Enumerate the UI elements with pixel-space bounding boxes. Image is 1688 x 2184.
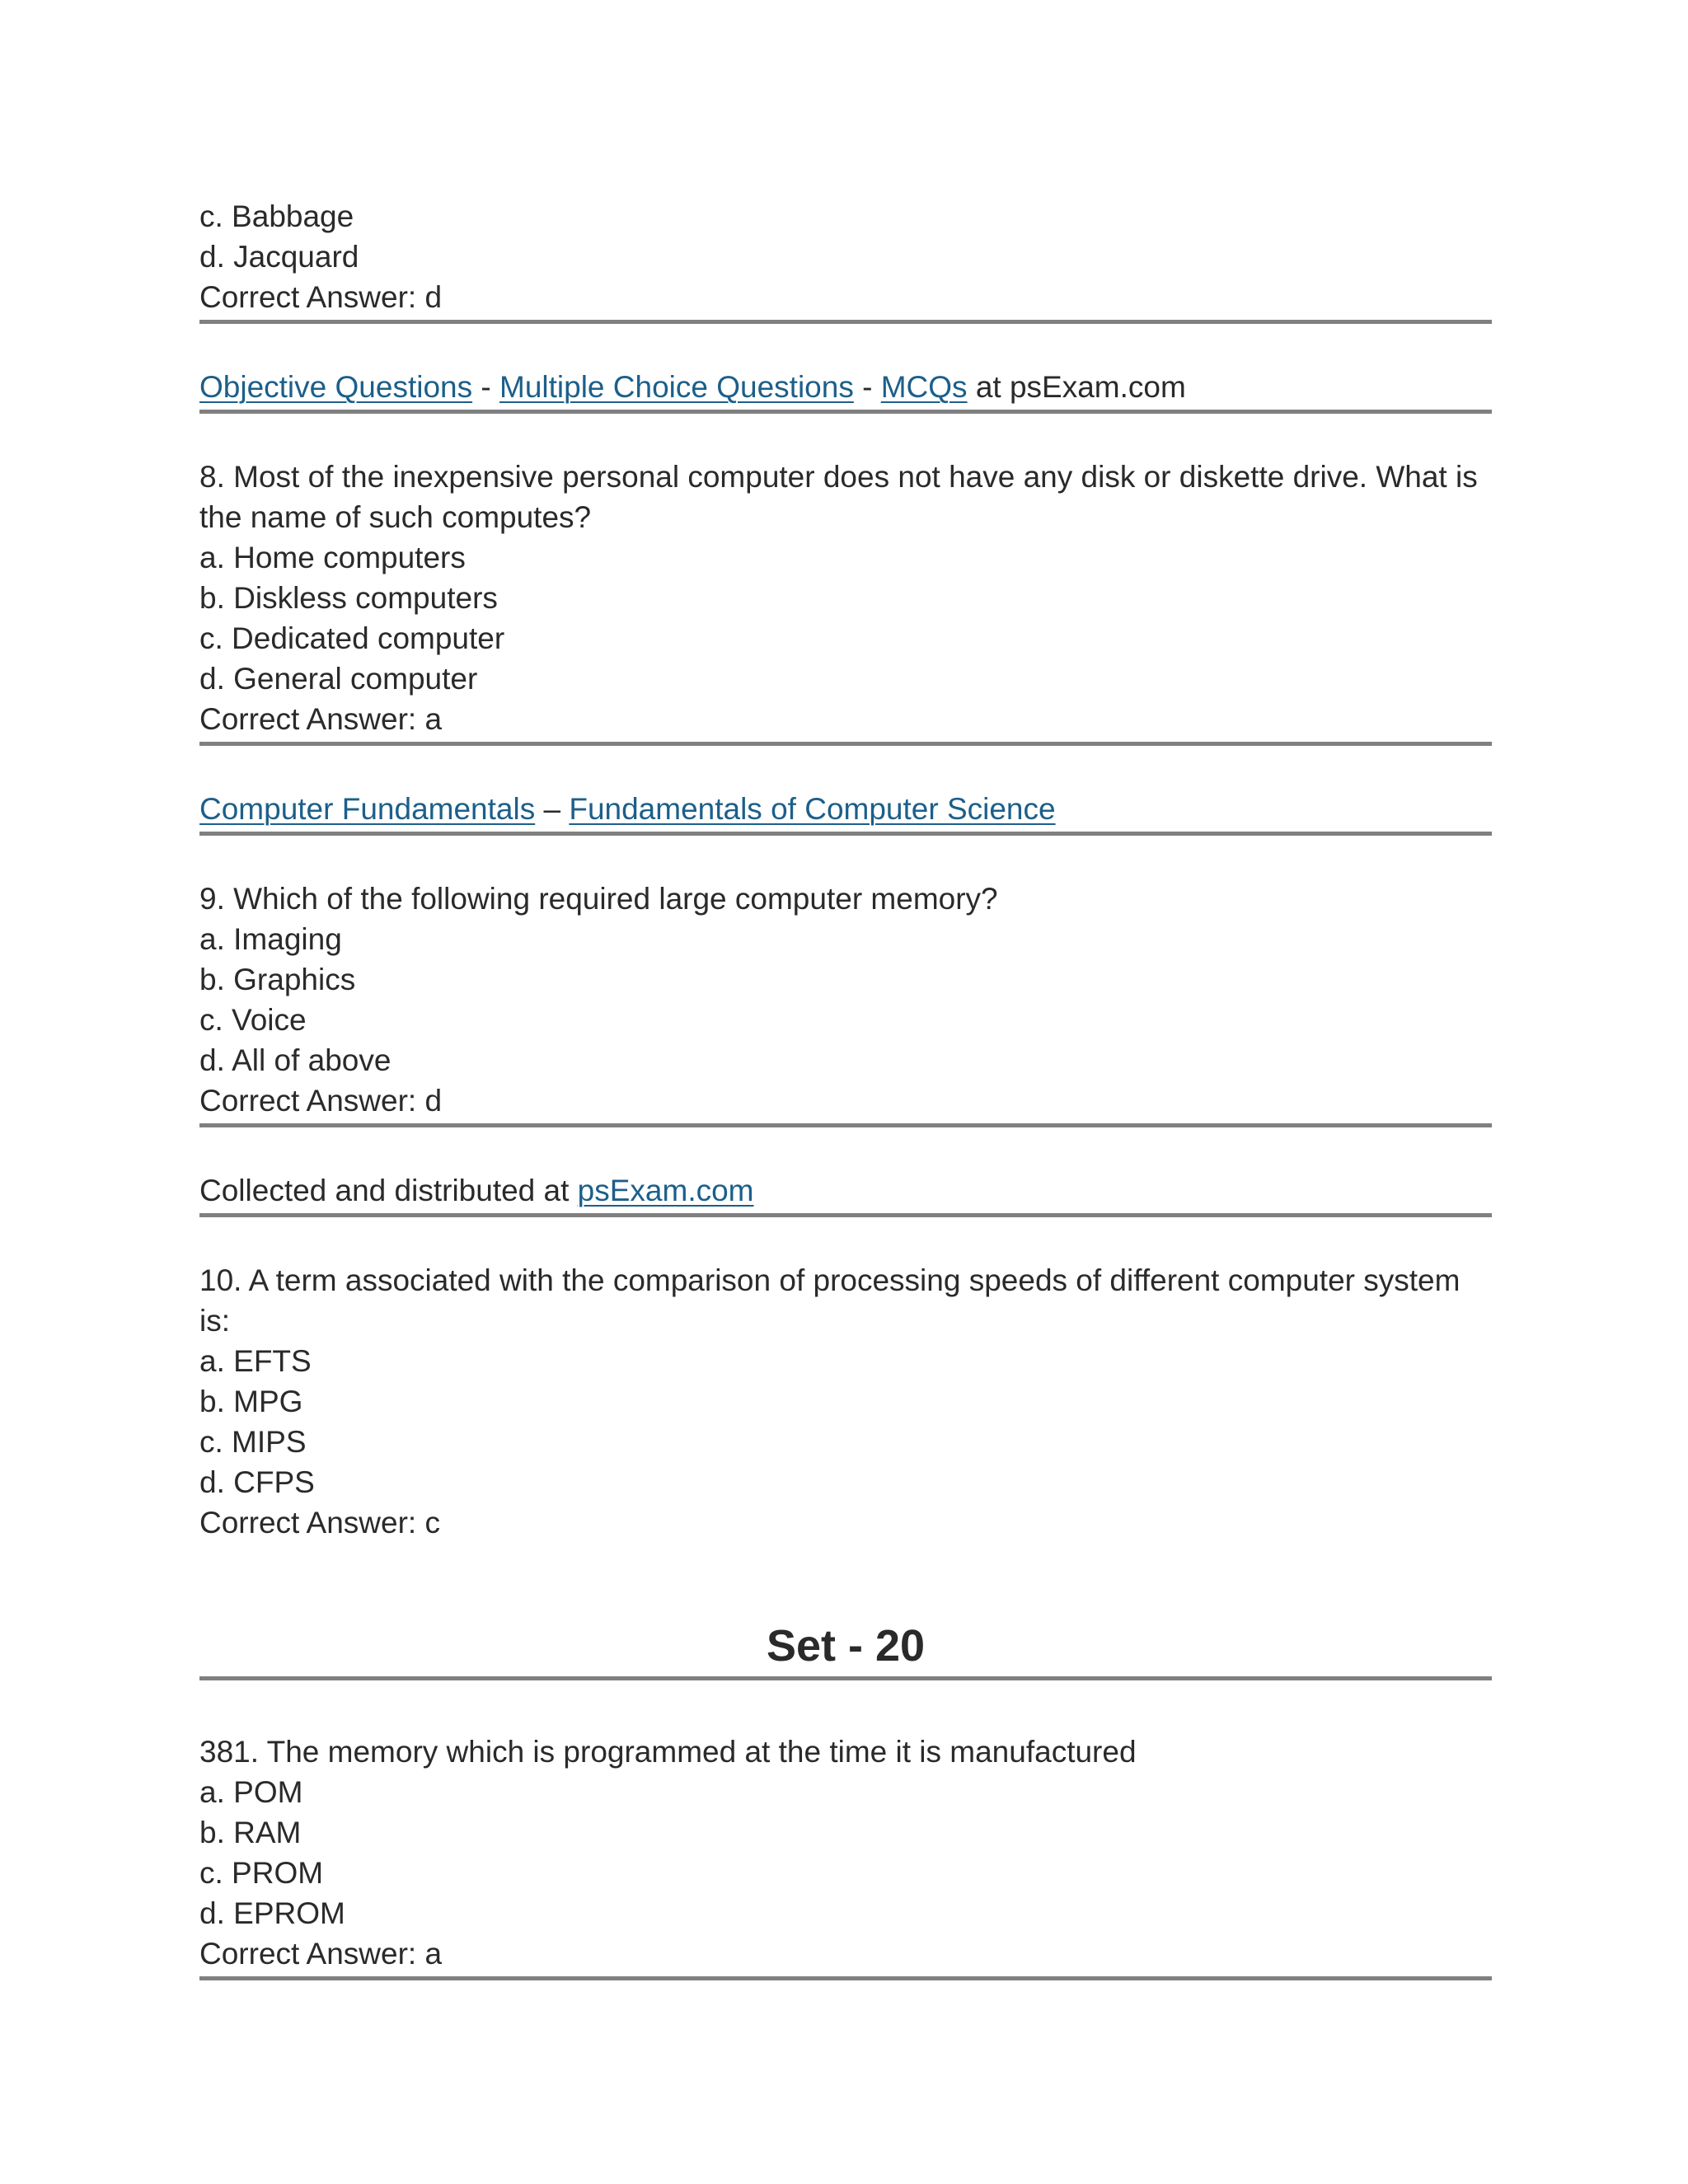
option-c: c. PROM: [199, 1856, 324, 1890]
question-text: 8. Most of the inexpensive personal computer does not have any disk or diskette drive. What is the name of such computes?: [199, 460, 1478, 534]
objective-questions-link[interactable]: Objective Questions: [199, 370, 473, 404]
correct-answer: Correct Answer: c: [199, 1506, 440, 1540]
option-c: c. Babbage: [199, 199, 354, 233]
option-b: b. Graphics: [199, 963, 356, 996]
option-d: d. General computer: [199, 662, 478, 696]
correct-answer: Correct Answer: a: [199, 702, 443, 736]
fundamentals-of-computer-science-link[interactable]: Fundamentals of Computer Science: [569, 792, 1056, 826]
banner-suffix: at psExam.com: [967, 370, 1186, 404]
correct-answer: Correct Answer: d: [199, 280, 443, 314]
separator: -: [472, 370, 499, 404]
option-b: b. RAM: [199, 1816, 302, 1849]
option-b: b. Diskless computers: [199, 581, 498, 615]
psexam-link[interactable]: psExam.com: [577, 1174, 754, 1207]
option-a: a. POM: [199, 1775, 303, 1809]
option-c: c. Voice: [199, 1003, 307, 1037]
option-d: d. All of above: [199, 1043, 392, 1077]
question-text: 9. Which of the following required large computer memory?: [199, 882, 998, 916]
banner-links: [199, 789, 1492, 829]
question-text: 10. A term associated with the comparison of processing speeds of different computer system is:: [199, 1263, 1461, 1338]
separator: -: [853, 370, 881, 404]
option-a: a. Home computers: [199, 541, 466, 574]
option-b: b. MPG: [199, 1385, 303, 1418]
option-c: c. Dedicated computer: [199, 621, 505, 655]
correct-answer: Correct Answer: a: [199, 1937, 443, 1971]
set-heading: Set - 20: [766, 1621, 926, 1671]
correct-answer: Correct Answer: d: [199, 1084, 443, 1118]
banner-prefix: Collected and distributed at: [199, 1174, 578, 1207]
banner-collected: [199, 1170, 1492, 1211]
option-a: a. Imaging: [199, 922, 342, 956]
option-a: a. EFTS: [199, 1344, 312, 1378]
option-d: d. CFPS: [199, 1465, 315, 1499]
option-d: d. EPROM: [199, 1896, 345, 1930]
option-c: c. MIPS: [199, 1425, 307, 1459]
option-d: d. Jacquard: [199, 240, 359, 274]
question-text: 381. The memory which is programmed at the time it is manufactured: [199, 1735, 1137, 1769]
divider: [199, 1976, 1492, 1980]
separator: –: [535, 792, 570, 826]
multiple-choice-questions-link[interactable]: Multiple Choice Questions: [499, 370, 854, 404]
computer-fundamentals-link[interactable]: Computer Fundamentals: [199, 792, 536, 826]
banner-links: [199, 367, 1492, 407]
document-page: [199, 196, 1492, 1980]
mcqs-link[interactable]: MCQs: [880, 370, 968, 404]
